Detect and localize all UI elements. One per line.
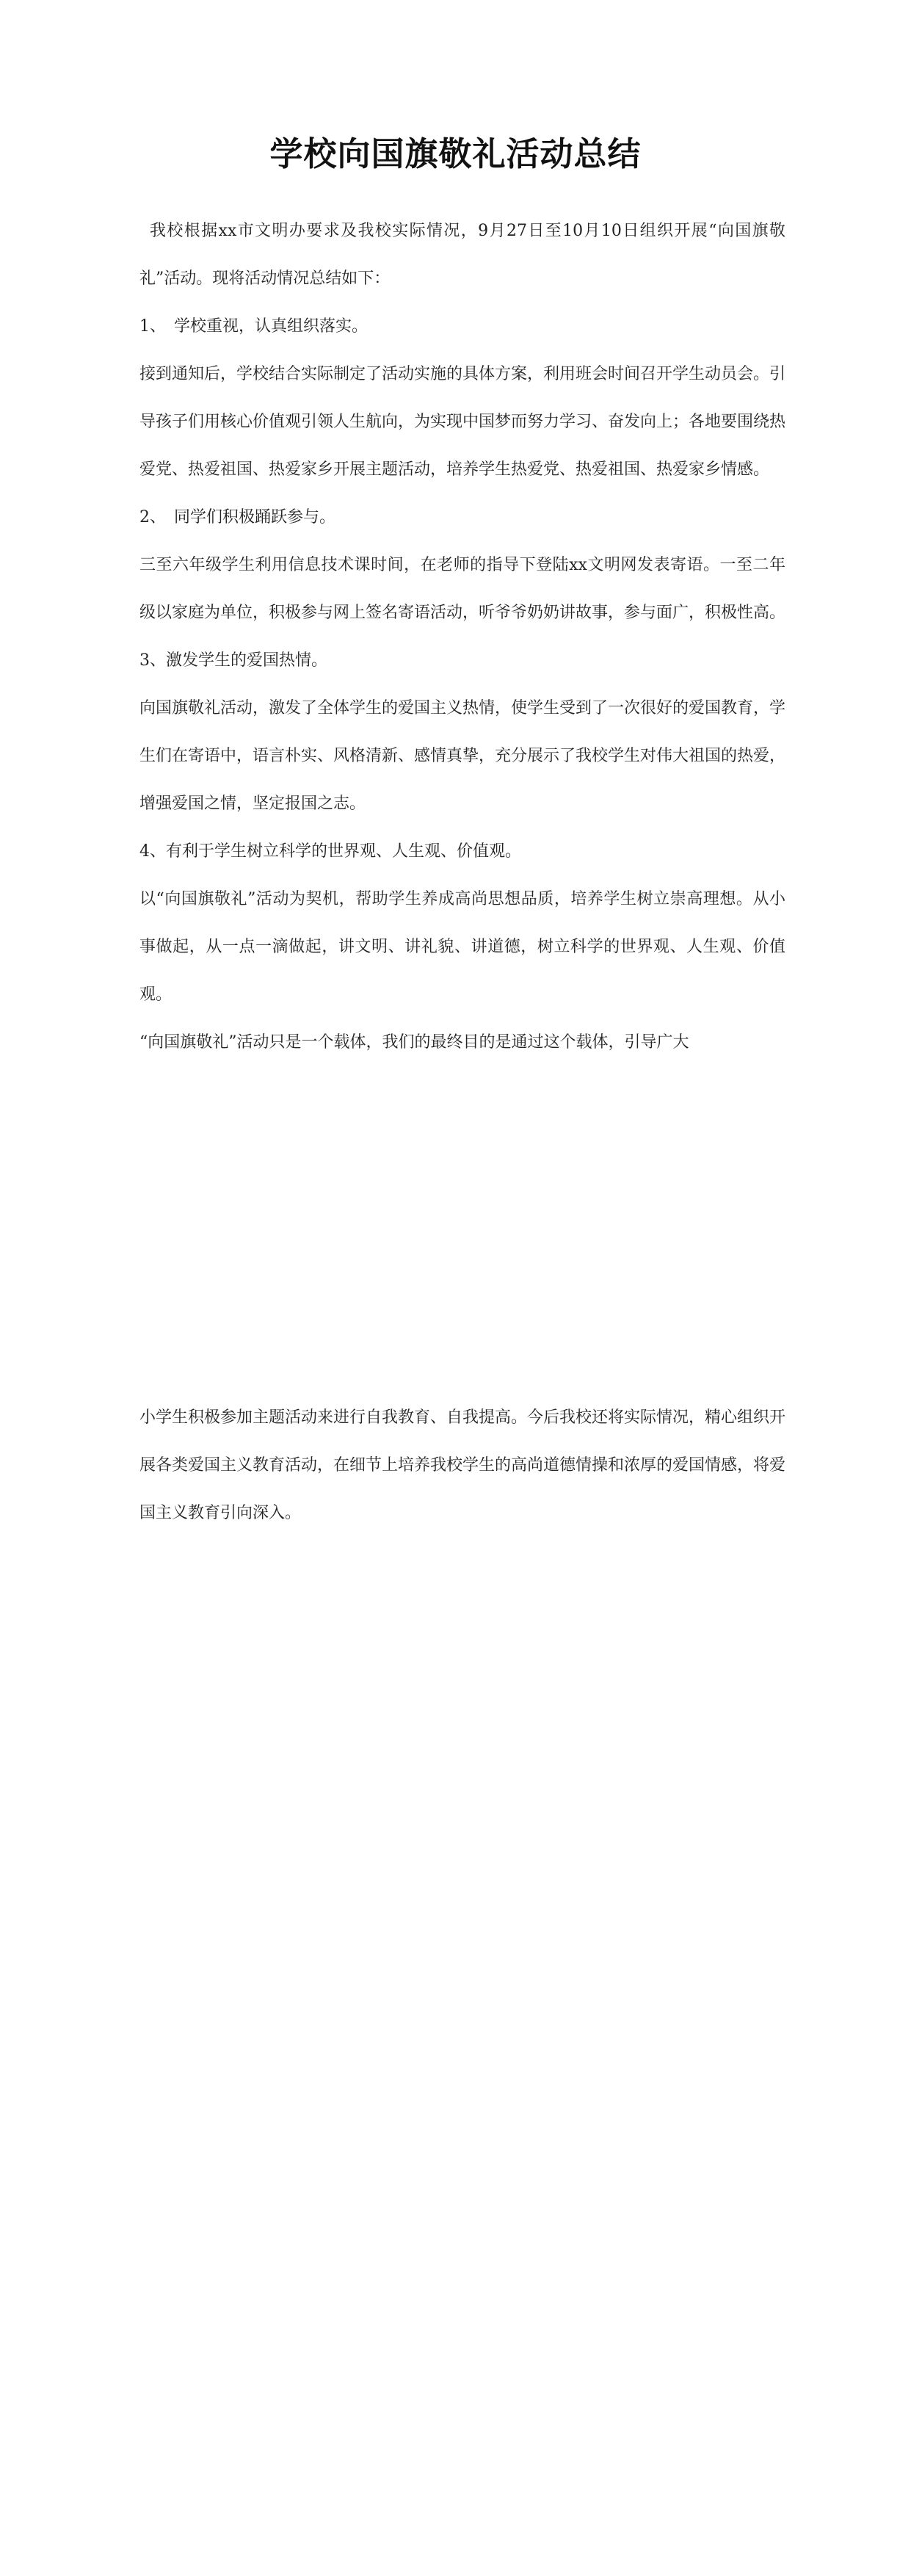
- document-title: 学校向国旗敬礼活动总结: [269, 134, 642, 174]
- section-paragraph-1: 接到通知后，学校结合实际制定了活动实施的具体方案，利用班会时间召开学生动员会。引导孩子们用核心价值观引领人生航向，为实现中国梦而努力学习、奋发向上；各地要围绕热爱党、热爱祖国、热爱家乡开展主题活动，培养学生热爱党、热爱祖国、热爱家乡情感。: [139, 365, 786, 479]
- section-paragraph-4: 以“向国旗敬礼”活动为契机，帮助学生养成高尚思想品质，培养学生树立崇高理想。从小事做起，从一点一滴做起，讲文明、讲礼貌、讲道德，树立科学的世界观、人生观、价值观。: [139, 890, 785, 1004]
- section-heading-1: 1、 学校重视，认真组织落实。: [139, 317, 368, 336]
- section-heading-2: 2、 同学们积极踊跃参与。: [139, 508, 335, 527]
- document-body-top: [139, 207, 785, 1066]
- closing-paragraph-start: “向国旗敬礼”活动只是一个载体，我们的最终目的是通过这个载体，引导广大: [139, 1033, 689, 1052]
- document-body-bottom: [139, 1394, 785, 1537]
- section-heading-3: 3、激发学生的爱国热情。: [139, 651, 327, 670]
- section-paragraph-3: 向国旗敬礼活动，激发了全体学生的爱国主义热情，使学生受到了一次很好的爱国教育，学生们在寄语中，语言朴实、风格清新、感情真挚，充分展示了我校学生对伟大祖国的热爱，增强爱国之情，坚定报国之志。: [139, 699, 786, 813]
- section-heading-4: 4、有利于学生树立科学的世界观、人生观、价值观。: [139, 842, 521, 861]
- section-paragraph-2: 三至六年级学生利用信息技术课时间，在老师的指导下登陆xx文明网发表寄语。一至二年级以家庭为单位，积极参与网上签名寄语活动，听爷爷奶奶讲故事，参与面广，积极性高。: [139, 556, 786, 622]
- closing-paragraph-continued: 小学生积极参加主题活动来进行自我教育、自我提高。今后我校还将实际情况，精心组织开展各类爱国主义教育活动，在细节上培养我校学生的高尚道德情操和浓厚的爱国情感，将爱国主义教育引向深入。: [139, 1408, 786, 1522]
- intro-paragraph: 我校根据xx市文明办要求及我校实际情况，9月27日至10月10日组织开展“向国旗敬礼”活动。现将活动情况总结如下：: [139, 222, 785, 288]
